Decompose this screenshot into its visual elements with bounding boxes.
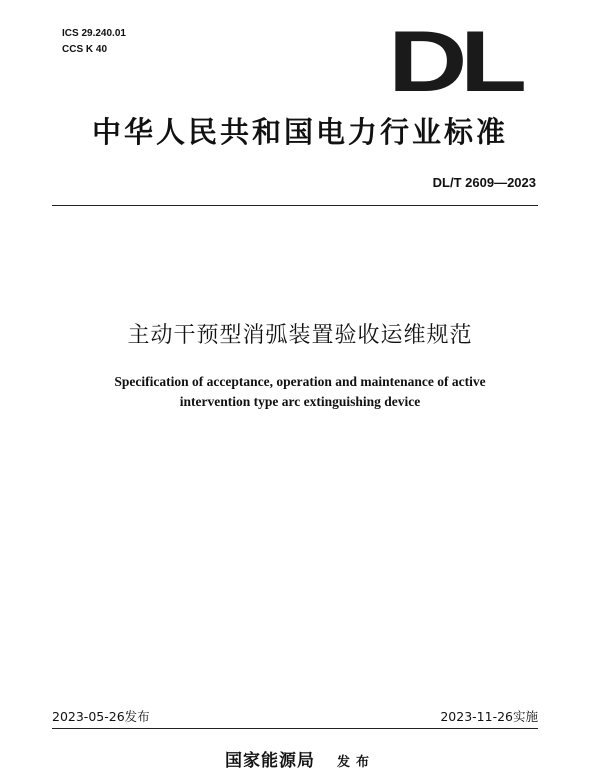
org-title: 中华人民共和国电力行业标准 bbox=[91, 115, 508, 149]
dl-logo: DL bbox=[388, 14, 520, 110]
ics-code: ICS 29.240.01 bbox=[62, 28, 126, 39]
english-title-line-2: intervention type arc extinguishing device bbox=[179, 394, 421, 409]
document-title-english bbox=[0, 372, 600, 412]
ccs-code: CCS K 40 bbox=[62, 44, 108, 55]
bottom-divider bbox=[52, 728, 538, 729]
english-title-line-1: Specification of acceptance, operation and maintenance of active bbox=[114, 374, 486, 389]
standard-number: DL/T 2609—2023 bbox=[432, 175, 536, 190]
classification-codes bbox=[62, 26, 126, 58]
top-divider bbox=[52, 205, 538, 206]
document-title-chinese: 主动干预型消弧装置验收运维规范 bbox=[127, 323, 473, 348]
issuer-name: 国家能源局 bbox=[224, 751, 315, 771]
effective-date: 2023-11-26实施 bbox=[440, 709, 538, 724]
issuer-block bbox=[0, 746, 600, 771]
publish-date: 2023-05-26发布 bbox=[52, 709, 150, 724]
issuer-action: 发布 bbox=[336, 755, 375, 770]
